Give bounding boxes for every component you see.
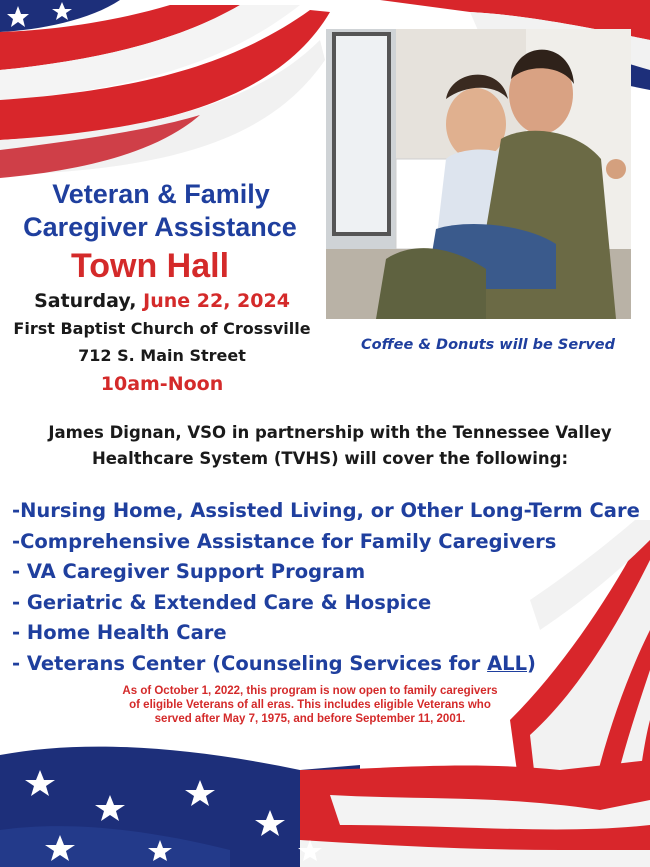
flag-decoration-bottom: [0, 740, 650, 867]
event-date-value: June 22, 2024: [143, 290, 290, 312]
event-title-line-1: Veteran & Family: [52, 179, 270, 209]
note-line-3: served after May 7, 1975, and before September 11, 2001.: [154, 713, 466, 725]
list-item: -Comprehensive Assistance for Family Caregivers: [12, 529, 557, 553]
coffee-note: Coffee & Donuts will be Served: [360, 337, 616, 353]
list-item: -Nursing Home, Assisted Living, or Other Long-Term Care: [12, 499, 640, 522]
list-item: - VA Caregiver Support Program: [12, 560, 366, 583]
event-title-line-2: Caregiver Assistance: [23, 212, 297, 242]
topic-last-close: ): [527, 651, 536, 675]
event-date: [0, 288, 324, 314]
list-item: - Geriatric & Extended Care & Hospice: [12, 590, 432, 614]
topic-last-text: - Veterans Center (Counseling Services for: [12, 651, 488, 675]
note-line-2: of eligible Veterans of all eras. This includes eligible Veterans who: [129, 699, 491, 711]
note-line-1: As of October 1, 2022, this program is now open to family caregivers: [122, 685, 498, 697]
veteran-hugging-child-photo: [326, 29, 631, 319]
list-item: [12, 649, 642, 680]
event-street: 712 S. Main Street: [78, 346, 246, 365]
topic-last-emphasis: ALL: [487, 651, 528, 675]
intro-line-2: Healthcare System (TVHS) will cover the following:: [91, 449, 569, 468]
event-title-town-hall: Town Hall: [70, 247, 230, 285]
topics-list: [12, 496, 642, 679]
event-venue: First Baptist Church of Crossville: [13, 319, 311, 338]
eligibility-note: [80, 684, 540, 726]
intro-line-1: James Dignan, VSO in partnership with the Tennessee Valley: [48, 423, 612, 442]
event-time: 10am-Noon: [100, 373, 224, 395]
event-day: Saturday,: [34, 290, 137, 312]
list-item: - Home Health Care: [12, 621, 227, 644]
intro-text: [40, 420, 620, 472]
